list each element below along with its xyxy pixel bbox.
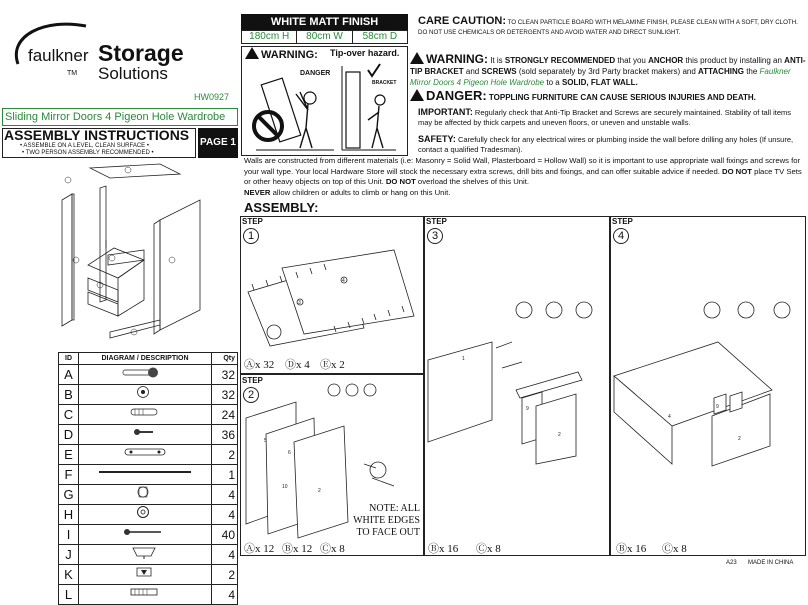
- assembly-note-two-person: • TWO PERSON ASSEMBLY RECOMMENDED •: [22, 150, 154, 156]
- step-1-qty-d: Ⓓx 4: [285, 359, 310, 371]
- step-2-note: NOTE: ALL WHITE EDGES TO FACE OUT: [353, 503, 420, 538]
- step-2-label: STEP: [242, 376, 263, 385]
- part-id: E: [59, 445, 79, 465]
- page-label: PAGE 1: [198, 128, 238, 158]
- part-qty: 32: [212, 385, 238, 405]
- dimensions-bar: [241, 30, 408, 44]
- part-qty: 36: [212, 425, 238, 445]
- svg-text:10: 10: [282, 484, 288, 490]
- step-4-label: STEP: [612, 217, 633, 226]
- table-row: [59, 565, 238, 585]
- step-2-qty-b: Ⓑx 12: [282, 543, 313, 555]
- svg-text:4: 4: [342, 278, 345, 284]
- svg-text:4: 4: [668, 414, 671, 420]
- door-wheel-icon: [79, 505, 211, 519]
- part-qty: 4: [212, 585, 238, 605]
- svg-text:9: 9: [716, 404, 719, 410]
- step-3-diagram: [426, 286, 608, 466]
- step-2-qty-c: Ⓒx 8: [320, 543, 345, 555]
- brand-solutions: Solutions: [98, 64, 168, 83]
- brand-trademark: TM: [67, 70, 78, 77]
- cam-bolt-icon: [79, 365, 211, 379]
- table-row: [59, 405, 238, 425]
- care-caution-title: CARE CAUTION:: [418, 15, 506, 27]
- svg-text:9: 9: [526, 406, 529, 412]
- assembly-note-level: • ASSEMBLE ON A LEVEL, CLEAN SURFACE •: [20, 143, 149, 149]
- safety-notice: SAFETY: Carefully check for any electrical wires or plumbing inside the wall before drilling any holes (If unsure, contact a qualified Tradesman).: [418, 134, 794, 154]
- assembly-instructions-title: ASSEMBLY INSTRUCTIONS: [4, 127, 190, 143]
- part-id: K: [59, 565, 79, 585]
- care-caution-text: TO CLEAN PARTICLE BOARD WITH MELAMINE FINISH, PLEASE CLEAN WITH A SOFT, DRY CLOTH. DO NOT USE CHEMICALS OR DETERGENTS AND AVOID WATER AND DIRECT SUNLIGHT.: [418, 19, 798, 36]
- care-caution: [418, 16, 806, 38]
- part-qty: 4: [212, 485, 238, 505]
- part-qty: 24: [212, 405, 238, 425]
- svg-text:2: 2: [558, 432, 561, 438]
- parts-header-qty: Qty: [212, 353, 238, 365]
- step-4-qty-b: Ⓑx 16: [616, 543, 647, 555]
- part-id: L: [59, 585, 79, 605]
- table-row: [59, 465, 238, 485]
- svg-text:6: 6: [288, 450, 291, 456]
- dimension-width: 80cm W: [297, 31, 352, 43]
- step-1-label: STEP: [242, 217, 263, 226]
- danger-warning: DANGER: TOPPLING FURNITURE CAN CAUSE SERIOUS INJURIES AND DEATH.: [410, 88, 756, 103]
- part-id: G: [59, 485, 79, 505]
- table-row: [59, 385, 238, 405]
- footer-made-in: MADE IN CHINA: [748, 560, 794, 566]
- part-id: I: [59, 525, 79, 545]
- part-id: J: [59, 545, 79, 565]
- step-1-number: 1: [243, 228, 259, 244]
- step-2-number: 2: [243, 387, 259, 403]
- step-4-diagram: [612, 286, 804, 472]
- danger-small-label: DANGER: [300, 70, 331, 77]
- parts-table: [58, 352, 238, 605]
- wall-fixing-notice: Walls are constructed from different materials (i.e: Masonry = Solid Wall, Plasterboard = Hollow Wall) so it is important to use appropriate wall fixings and screws for your wall type. Your local Hardware Store will stock the necessary extra screws, drill bits and fixings, and can offer suitable advice if needed. DO NOT place TV Sets or other heavy objects on top of this Unit. DO NOT overload the shelves of this Unit. NEVER allow children or adults to climb or hang on this Unit.: [244, 156, 802, 197]
- table-row: [59, 525, 238, 545]
- step-2-qty-a: Ⓐx 12: [244, 543, 275, 555]
- door-stopper-icon: [79, 545, 211, 559]
- tipover-warning-title: WARNING:: [245, 47, 318, 61]
- svg-text:3: 3: [298, 300, 301, 306]
- part-id: B: [59, 385, 79, 405]
- hanging-rail-icon: [79, 465, 211, 479]
- footer-code: A23: [726, 560, 737, 566]
- table-row: [59, 425, 238, 445]
- svg-text:1: 1: [462, 356, 465, 362]
- part-qty: 4: [212, 545, 238, 565]
- rail-bracket-icon: [79, 485, 211, 499]
- tipover-hazard-label: Tip-over hazard.: [330, 48, 400, 58]
- connector-plate-icon: [79, 445, 211, 459]
- part-id: D: [59, 425, 79, 445]
- table-row: [59, 365, 238, 385]
- step-3-qty-b: Ⓑx 16: [428, 543, 459, 555]
- step-4-qty-c: Ⓒx 8: [662, 543, 687, 555]
- table-row: [59, 505, 238, 525]
- product-name: Sliding Mirror Doors 4 Pigeon Hole Wardrobe: [2, 108, 238, 126]
- part-id: A: [59, 365, 79, 385]
- part-qty: 40: [212, 525, 238, 545]
- part-qty: 2: [212, 565, 238, 585]
- table-row: [59, 585, 238, 605]
- part-qty: 1: [212, 465, 238, 485]
- step-1-diagram: [244, 236, 422, 348]
- dimension-height: 180cm H: [242, 31, 297, 43]
- long-screw-icon: [79, 525, 211, 539]
- step-1-qty-e: Ⓔx 2: [320, 359, 345, 371]
- assembly-section-title: ASSEMBLY:: [244, 200, 319, 215]
- part-qty: 4: [212, 505, 238, 525]
- short-screw-icon: [79, 425, 211, 439]
- model-code: HW0927: [194, 92, 230, 102]
- table-row: [59, 545, 238, 565]
- parts-header-diagram: DIAGRAM / DESCRIPTION: [79, 353, 212, 365]
- bracket-label: BRACKET: [372, 80, 397, 86]
- part-id: H: [59, 505, 79, 525]
- part-id: C: [59, 405, 79, 425]
- part-qty: 2: [212, 445, 238, 465]
- step-4-number: 4: [613, 228, 629, 244]
- svg-text:2: 2: [318, 488, 321, 494]
- svg-text:5: 5: [264, 438, 267, 444]
- wooden-dowel-icon: [79, 405, 211, 419]
- warning-triangle-icon: [410, 89, 424, 101]
- brand-faulkner: faulkner: [28, 46, 89, 65]
- parts-header-id: ID: [59, 353, 79, 365]
- dimension-depth: 58cm D: [362, 31, 398, 42]
- table-row: [59, 485, 238, 505]
- important-notice: IMPORTANT: Regularly check that Anti-Tip Bracket and Screws are securely maintained. Stability of tall items may be affected by thick carpets and uneven floors, or uneven and unstable walls.: [418, 107, 792, 127]
- warning-triangle-icon: [410, 52, 424, 64]
- svg-text:2: 2: [738, 436, 741, 442]
- wardrobe-exploded-diagram: [40, 160, 220, 345]
- step-1-qty-a: Ⓐx 32: [244, 359, 275, 371]
- finish-title: WHITE MATT FINISH: [241, 14, 408, 30]
- door-guide-icon: [79, 565, 211, 579]
- part-id: F: [59, 465, 79, 485]
- cam-lock-icon: [79, 385, 211, 399]
- part-qty: 32: [212, 365, 238, 385]
- brand-storage: Storage: [98, 40, 184, 66]
- table-row: [59, 445, 238, 465]
- step-3-number: 3: [427, 228, 443, 244]
- anchor-warning: WARNING: It is STRONGLY RECOMMENDED that you ANCHOR this product by installing an ANTI-TIP BRACKET and SCREWS (sold separately by 3rd Party bracket makers) and ATTACHING the Faulkner Mirror Doors 4 Pigeon Hole Wardrobe to a SOLID, FLAT WALL.: [410, 52, 806, 87]
- step-3-label: STEP: [426, 217, 447, 226]
- wall-plug-icon: [79, 585, 211, 599]
- step-3-qty-c: Ⓒx 8: [476, 543, 501, 555]
